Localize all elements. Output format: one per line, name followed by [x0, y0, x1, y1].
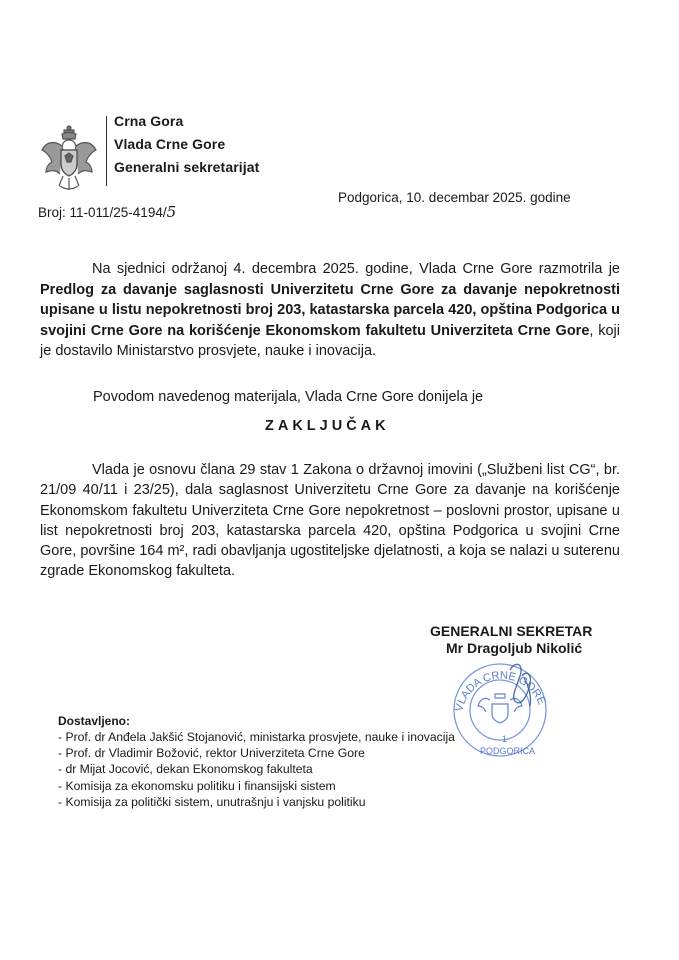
header-department: Generalni sekretarijat: [114, 159, 260, 175]
distribution-label: Dostavljeno:: [58, 714, 131, 728]
list-item: - Prof. dr Anđela Jakšić Stojanović, ministarka prosvjete, nauke i inovacija: [58, 730, 455, 744]
signature-name: Mr Dragoljub Nikolić: [446, 640, 583, 656]
list-item: - Komisija za ekonomsku politiku i finansijski sistem: [58, 778, 336, 793]
intro-paragraph: Na sjednici održanoj 4. decembra 2025. godine, Vlada Crne Gore razmotrila je Predlog za davanje saglasnosti Univerzitetu Crne Gore za davanje nepokretnosti upisane u listu nepokretnosti broj 203, katastarska parcela 420, opština Podgorica u svojini Crne Gore na korišćenje Ekonomskom fakultetu Univerziteta Crne Gore, koji je dostavilo Ministarstvo prosvjete, nauke i inovacija.: [40, 261, 620, 359]
header-divider: [106, 116, 107, 186]
document-date: Podgorica, 10. decembar 2025. godine: [338, 190, 571, 205]
conclusion-body: Vlada je osnovu člana 29 stav 1 Zakona o državnoj imovini („Službeni list CG“, br. 21/09 40/11 i 23/25), dala saglasnost Univerzitetu Crne Gore za davanje na korišćenje Ekonomskom fakultetu Univerziteta Crne Gore nepokretnost – poslovni prostor, upisane u list nepokretnosti broj 203, katastarska parcela 420, opština Podgorica u svojini Crne Gore, površine 164 m², radi obavljanja ugostiteljske djelatnosti, a koja se nalazi u suterenu zgrade Ekonomskog fakulteta.: [40, 462, 620, 580]
stamp-text: VLADA CRNE GORE: [453, 669, 548, 713]
stamp-city: PODGORICA: [480, 746, 536, 756]
list-item: - dr Mijat Jocović, dekan Ekonomskog fakulteta: [58, 762, 313, 777]
distribution-list: [58, 729, 455, 810]
header-government: Vlada Crne Gore: [114, 136, 226, 152]
signature-title: GENERALNI SEKRETAR: [430, 623, 593, 639]
svg-text:VLADA CRNE GORE: [453, 670, 547, 713]
official-stamp: [440, 650, 560, 760]
conclusion-heading: ZAKLJUČAK: [265, 418, 390, 434]
header-country: Crna Gora: [114, 113, 184, 129]
proposal-title: Predlog za davanje saglasnosti Univerzitetu Crne Gore za davanje nepokretnosti upisane u listu nepokretnosti broj 203, katastarska parcela 420, opština Podgorica u svojini Crne Gore na korišćenje Ekonomskom fakultetu Univerziteta Crne Gore: [40, 281, 620, 339]
reference-number: Broj: 11-011/25-4194/5: [38, 203, 177, 221]
coat-of-arms-icon: [40, 124, 98, 196]
stamp-number: 1: [502, 734, 508, 744]
list-item: - Komisija za politički sistem, unutrašnju i vanjsku politiku: [58, 794, 366, 809]
list-item: - Prof. dr Vladimir Božović, rektor Univerziteta Crne Gore: [58, 746, 365, 761]
reference-handwritten-suffix: 5: [166, 203, 177, 221]
povodom-line: Povodom navedenog materijala, Vlada Crne Gore donijela je: [93, 389, 484, 405]
